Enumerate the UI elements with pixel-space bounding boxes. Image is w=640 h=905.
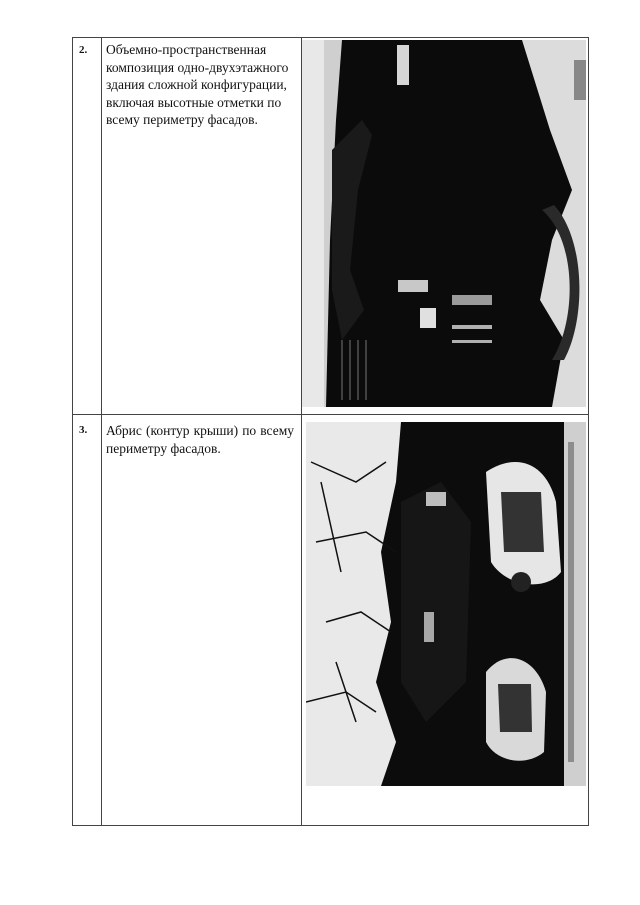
row-number: 2. — [79, 44, 88, 56]
object-attributes-table — [72, 37, 589, 826]
row-number: 3. — [79, 424, 88, 436]
row-description: Объемно-пространственная композиция одно-двухэтажного здания сложной конфигурации, включая высотные отметки по всему периметру фасадов. — [106, 42, 289, 127]
building-facade-photo — [302, 40, 586, 407]
column-divider — [101, 38, 102, 825]
row-divider — [73, 414, 588, 415]
row-description: Абрис (контур крыши) по всему периметру фасадов. — [106, 423, 294, 456]
building-with-cars-photo — [306, 422, 586, 786]
